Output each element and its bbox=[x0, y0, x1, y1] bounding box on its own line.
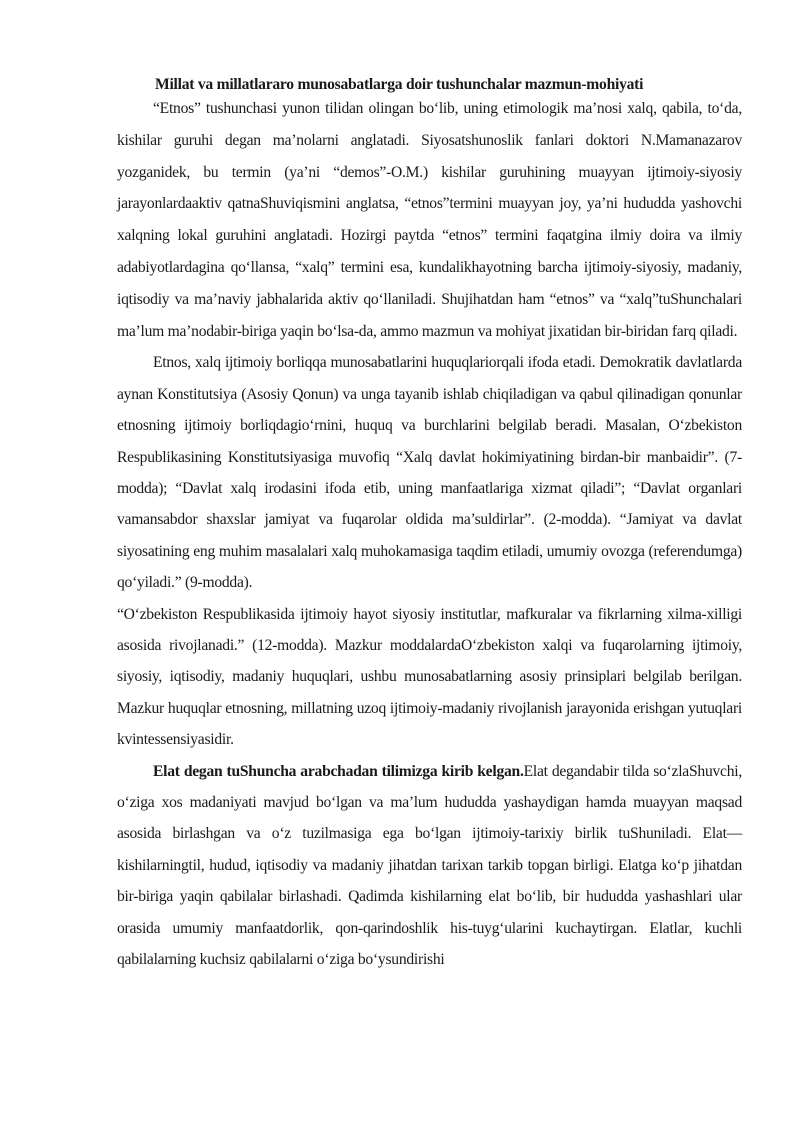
paragraph-body-text: Elat degandabir tilda so‘zlaShuvchi, o‘ziga xos madaniyati mavjud bo‘lgan va ma’lum hududda yashaydigan hamda muayyan maqsad asosida birlashgan va o‘z tuzilmasiga ega bo‘lgan ijtimoiy-tarixiy birlik tuShuniladi. Elat— kishilarningtil, hudud, iqtisodiy va madaniy jihatdan tarixan tarkib topgan birligi. Elatga ko‘p jihatdan bir-biriga yaqin qabilalar birlashadi. Qadimda kishilarning elat bo‘lib, bir hududda yashashlari ular orasida umumiy manfaatdorlik, qon-qarindoshlik his-tuyg‘ularini kuchaytirgan. Elatlar, kuchli qabilalarning kuchsiz qabilalarni o‘ziga bo‘ysundirishi bbox=[117, 762, 742, 969]
paragraph-constitution-article-12: “O‘zbekiston Respublikasida ijtimoiy hayot siyosiy institutlar, mafkuralar va fikrlarning xilma-xilligi asosida rivojlanadi.” (12-modda). Mazkur moddalardaO‘zbekiston xalqi va fuqarolarning ijtimoiy, siyosiy, iqtisodiy, madaniy huquqlari, ushbu munosabatlarning asosiy prinsiplari belgilab berilgan. Mazkur huquqlar etnosning, millatning uzoq ijtimoiy-madaniy rivojlanish jarayonida erishgan yutuqlari kvintessensiyasidir. bbox=[117, 605, 742, 749]
paragraph-lead-text: Elat degan tuShuncha arabchadan tilimizga kirib kelgan. bbox=[153, 762, 524, 780]
document-title: Millat va millatlararo munosabatlarga doir tushunchalar mazmun-mohiyati bbox=[155, 76, 644, 93]
paragraph-etnos-definition: “Etnos” tushunchasi yunon tilidan olingan bo‘lib, uning etimologik ma’nosi xalq, qabila, to‘da, kishilar guruhi degan ma’nolarni anglatadi. Siyosatshunoslik fanlari doktori N.Mamanazarov yozganidek, bu termin (ya’ni “demos”-O.M.) kishilar guruhining muayyan ijtimoiy-siyosiy jarayonlardaaktiv qatnaShuviqismini anglatsa, “etnos”termini muayyan joy, ya’ni hududda yashovchi xalqning lokal guruhini anglatadi. Hozirgi paytda “etnos” termini faqatgina ilmiy doira va ilmiy adabiyotlardagina qo‘llansa, “xalq” termini esa, kundalikhayotning barcha ijtimoiy-siyosiy, madaniy, iqtisodiy va ma’naviy jabhalarida aktiv qo‘llaniladi. Shujihatdan ham “etnos” va “xalq”tuShunchalari ma’lum ma’nodabir-biriga yaqin bo‘lsa-da, ammo mazmun va mohiyat jixatidan bir-biridan farq qiladi. bbox=[117, 100, 742, 340]
paragraph-elat-definition bbox=[117, 756, 742, 976]
paragraph-etnos-rights: Etnos, xalq ijtimoiy borliqqa munosabatlarini huquqlariorqali ifoda etadi. Demokratik davlatlarda aynan Konstitutsiya (Asosiy Qonun) va unga tayanib ishlab chiqiladigan va qabul qilinadigan qonunlar etnosning ijtimoiy borliqdagio‘rnini, huquq va burchlarini belgilab beradi. Masalan, O‘zbekiston Respublikasining Konstitutsiyasiga muvofiq “Xalq davlat hokimiyatining birdan-bir manbaidir”. (7- modda); “Davlat xalq irodasini ifoda etib, uning manfaatlariga xizmat qiladi”; “Davlat organlari vamansabdor shaxslar jamiyat va fuqarolar oldida ma’suldirlar”. (2-modda). “Jamiyat va davlat siyosatining eng muhim masalalari xalq muhokamasiga taqdim etiladi, umumiy ovozga (referendumga) qo‘yiladi.” (9-modda). bbox=[117, 354, 742, 592]
document-body bbox=[117, 74, 742, 976]
